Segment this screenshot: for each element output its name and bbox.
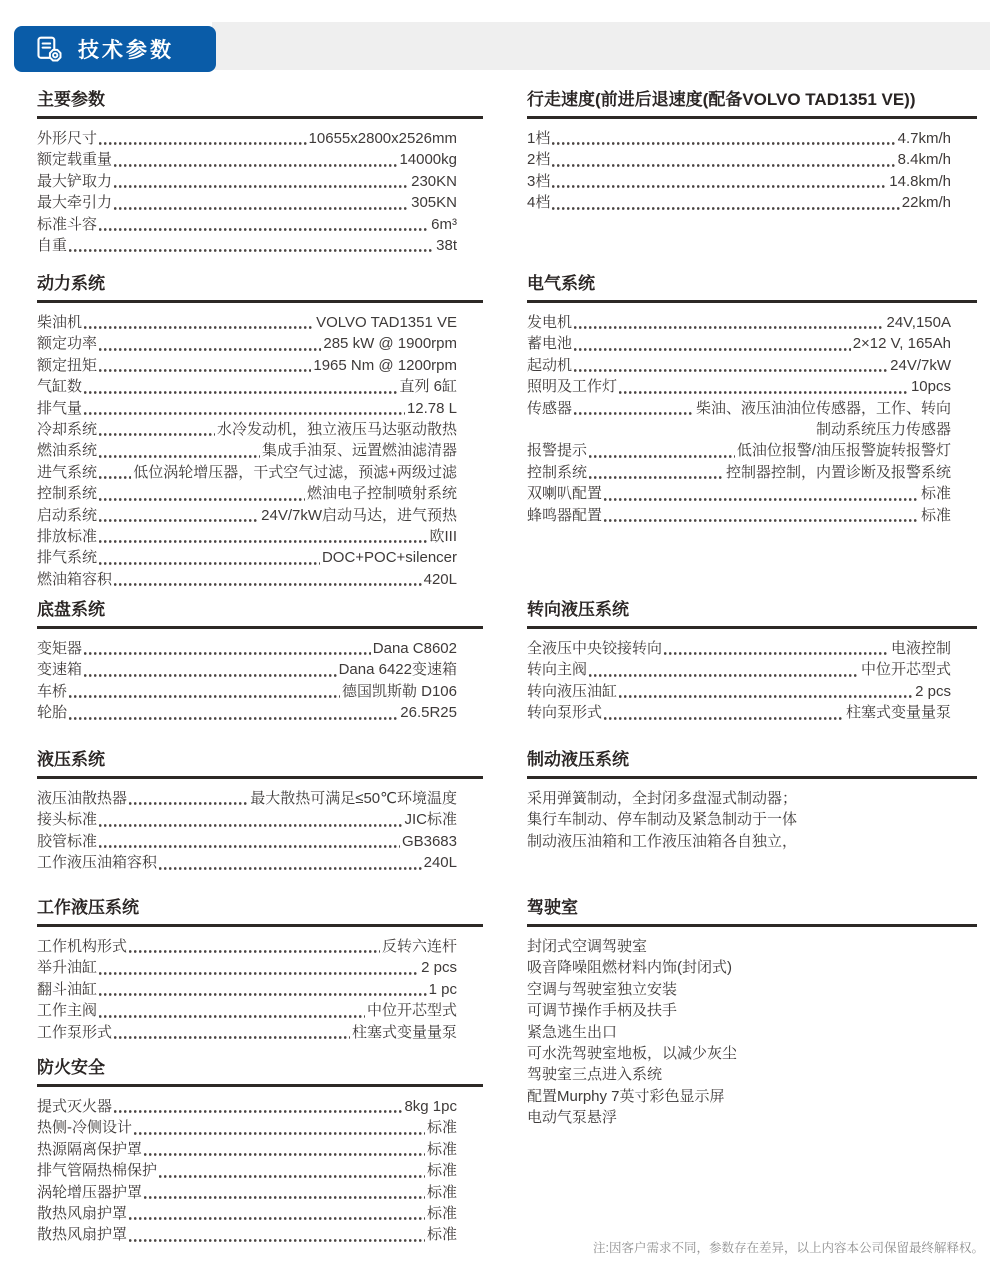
dot-leader [69, 717, 398, 720]
dot-leader [99, 540, 427, 543]
spec-value: 4.7km/h [897, 130, 951, 147]
spec-value: 14000kg [399, 151, 457, 169]
spec-value: GB3683 [401, 832, 457, 850]
spec-value: 控制器控制，内置诊断及报警系统 [725, 463, 951, 481]
spec-row [37, 681, 457, 702]
section-body [527, 629, 977, 724]
dot-leader [84, 391, 397, 394]
spec-value: DOC+POC+silencer [321, 549, 457, 567]
spec-value: 中位开芯型式 [860, 661, 951, 679]
spec-row [37, 638, 457, 659]
dot-leader [84, 412, 405, 415]
spec-row [37, 312, 457, 333]
spec-value: 低位涡轮增压器，干式空气过滤，预滤+两级过滤 [133, 463, 457, 481]
dot-leader [99, 845, 400, 848]
spec-text-line: 配置Murphy 7英寸彩色显示屏 [527, 1087, 725, 1105]
spec-value: 电液控制 [890, 640, 951, 657]
spec-value: 德国凯斯勒 D106 [341, 682, 457, 700]
spec-section [527, 896, 977, 1129]
spec-label: 转向泵形式 [527, 704, 603, 722]
spec-label: 气缸数 [37, 378, 83, 396]
spec-label: 工作泵形式 [37, 1023, 113, 1041]
spec-label: 控制系统 [527, 463, 588, 481]
section-title: 转向液压系统 [527, 600, 629, 619]
spec-label: 蜂鸣器配置 [527, 506, 603, 524]
spec-row [527, 462, 951, 483]
dot-leader [574, 412, 694, 415]
spec-section [527, 88, 977, 214]
spec-label: 举升油缸 [37, 959, 98, 977]
spec-value: 标准 [920, 485, 951, 503]
spec-label: 变速箱 [37, 661, 83, 679]
spec-row [37, 235, 457, 256]
spec-row [37, 852, 457, 873]
spec-value: 38t [436, 237, 457, 255]
dot-leader [129, 1217, 425, 1220]
spec-label: 散热风扇护罩 [37, 1205, 128, 1223]
dot-leader [604, 717, 844, 720]
section-title: 电气系统 [527, 274, 595, 293]
spec-text-line: 可水洗驾驶室地板，以减少灰尘 [527, 1045, 738, 1063]
spec-text-line: 紧急逃生出口 [527, 1023, 618, 1041]
spec-text-line: 封闭式空调驾驶室 [527, 938, 648, 955]
spec-row [37, 1000, 457, 1021]
dot-leader [99, 1015, 365, 1018]
spec-row [37, 957, 457, 978]
spec-value: 标准 [920, 506, 951, 524]
spec-label: 自重 [37, 237, 68, 255]
dot-leader [84, 674, 337, 677]
section-title: 动力系统 [37, 274, 105, 293]
spec-text-line: 空调与驾驶室独立安装 [527, 980, 678, 998]
spec-row [37, 419, 457, 440]
spec-row [527, 128, 951, 149]
spec-section [37, 272, 483, 590]
spec-label: 3档 [527, 172, 551, 190]
spec-value: 2 pcs [421, 959, 457, 977]
spec-row [37, 809, 457, 830]
spec-label: 4档 [527, 194, 551, 212]
spec-label: 胶管标准 [37, 832, 98, 850]
spec-value: 标准 [426, 1162, 457, 1180]
spec-row [37, 333, 457, 354]
spec-value: 230KN [411, 172, 457, 190]
spec-label: 标准斗容 [37, 215, 98, 233]
spec-row [527, 440, 951, 461]
spec-row [527, 312, 951, 333]
spec-label: 散热风扇护罩 [37, 1226, 128, 1244]
spec-row [37, 659, 457, 680]
dot-leader [144, 1196, 425, 1199]
spec-row [527, 702, 951, 723]
spec-label: 工作主阀 [37, 1002, 98, 1020]
dot-leader [99, 476, 131, 479]
dot-leader [99, 455, 260, 458]
spec-label: 1档 [527, 130, 551, 147]
dot-leader [129, 950, 380, 953]
dot-leader [552, 142, 895, 145]
spec-text-line: 采用弹簧制动，全封闭多盘湿式制动器； [527, 790, 798, 807]
spec-label: 热源隔离保护罩 [37, 1140, 143, 1158]
spec-row [37, 1182, 457, 1203]
spec-label: 额定功率 [37, 335, 98, 353]
spec-row [37, 788, 457, 809]
spec-label: 报警提示 [527, 442, 588, 460]
spec-row [37, 1139, 457, 1160]
spec-label: 排气管隔热棉保护 [37, 1162, 158, 1180]
spec-row [37, 1022, 457, 1043]
spec-text-line: 吸音降噪阻燃材料内饰(封闭式) [527, 959, 732, 977]
spec-row [527, 638, 951, 659]
spec-label: 工作机构形式 [37, 938, 128, 955]
dot-leader [619, 391, 909, 394]
dot-leader [129, 1239, 425, 1242]
spec-label: 转向主阀 [527, 661, 588, 679]
spec-label: 额定扭矩 [37, 356, 98, 374]
spec-row [527, 192, 951, 213]
spec-row [37, 569, 457, 590]
section-body [37, 303, 483, 590]
spec-row [37, 171, 457, 192]
spec-value: 反转六连杆 [381, 938, 457, 955]
spec-label: 2档 [527, 151, 551, 169]
dot-leader [144, 1153, 425, 1156]
spec-section [527, 598, 977, 724]
dot-leader [114, 185, 409, 188]
dot-leader [114, 164, 397, 167]
spec-label: 轮胎 [37, 704, 68, 722]
dot-leader [99, 972, 419, 975]
spec-label: 蓄电池 [527, 335, 573, 353]
dot-leader [99, 519, 259, 522]
spec-value: 燃油电子控制喷射系统 [306, 485, 457, 503]
spec-value: 中位开芯型式 [366, 1002, 457, 1020]
footer-disclaimer: 注:因客户需求不同，参数存在差异，以上内容本公司保留最终解释权。 [593, 1241, 984, 1255]
section-body [527, 779, 977, 852]
spec-label: 启动系统 [37, 506, 98, 524]
spec-value: 低油位报警/油压报警旋转报警灯 [736, 442, 951, 460]
spec-value: 24V/7kW启动马达，进气预热 [261, 506, 457, 524]
dot-leader [99, 562, 320, 565]
spec-row [37, 440, 457, 461]
dot-leader [619, 695, 913, 698]
section-body [527, 303, 977, 526]
dot-leader [99, 824, 402, 827]
spec-label: 接头标准 [37, 811, 98, 829]
dot-leader [589, 674, 859, 677]
dot-leader [99, 228, 429, 231]
dot-leader [574, 348, 851, 351]
spec-value: 1 pc [428, 980, 457, 998]
spec-text-line: 制动液压油箱和工作液压油箱各自独立， [527, 832, 798, 850]
spec-value: 12.78 L [406, 399, 457, 417]
dot-leader [134, 1132, 425, 1135]
spec-label: 柴油机 [37, 314, 83, 331]
header-band [212, 22, 990, 70]
spec-label: 液压油散热器 [37, 790, 128, 807]
spec-row [527, 149, 951, 170]
dot-leader [589, 476, 724, 479]
spec-value: 420L [423, 570, 457, 588]
spec-row [37, 936, 457, 957]
spec-label: 变矩器 [37, 640, 83, 657]
spec-value: 集成手油泵、远置燃油滤清器 [261, 442, 457, 460]
spec-value: 26.5R25 [400, 704, 457, 722]
section-body [527, 927, 977, 1129]
spec-row [37, 1117, 457, 1138]
spec-label: 车桥 [37, 682, 68, 700]
dot-leader [159, 867, 422, 870]
section-title: 驾驶室 [527, 898, 578, 917]
section-body [527, 119, 977, 214]
spec-row [37, 526, 457, 547]
spec-value: 8kg 1pc [404, 1098, 457, 1115]
spec-sheet-gear-icon [36, 36, 63, 63]
spec-text-line: 驾驶室三点进入系统 [527, 1066, 663, 1084]
dot-leader [84, 326, 314, 329]
header-badge [14, 26, 216, 72]
dot-leader [99, 142, 307, 145]
spec-value: 305KN [411, 194, 457, 212]
spec-label: 提式灭火器 [37, 1098, 113, 1115]
dot-leader [664, 652, 889, 655]
spec-row [37, 702, 457, 723]
spec-row [37, 149, 457, 170]
section-title: 行走速度(前进后退速度(配备VOLVO TAD1351 VE)) [527, 90, 916, 109]
spec-label: 额定载重量 [37, 151, 113, 169]
spec-label: 热侧-冷侧设计 [37, 1119, 132, 1137]
spec-row [527, 659, 951, 680]
spec-text-line: 可调节操作手柄及扶手 [527, 1002, 678, 1020]
spec-section [37, 88, 483, 256]
spec-row [37, 214, 457, 235]
dot-leader [552, 185, 887, 188]
spec-value: 标准 [426, 1205, 457, 1223]
spec-row [37, 376, 457, 397]
spec-label: 冷却系统 [37, 421, 98, 439]
dot-leader [589, 455, 735, 458]
spec-label: 双喇叭配置 [527, 485, 603, 503]
dot-leader [69, 249, 434, 252]
spec-value: Dana 6422变速箱 [338, 661, 457, 679]
spec-value: 欧III [429, 528, 457, 546]
spec-label: 照明及工作灯 [527, 378, 618, 396]
spec-value: 直列 6缸 [399, 378, 457, 396]
spec-label: 最大牵引力 [37, 194, 113, 212]
spec-value: 8.4km/h [897, 151, 951, 169]
dot-leader [114, 1110, 402, 1113]
spec-section [37, 748, 483, 874]
spec-value: 22km/h [901, 194, 951, 212]
dot-leader [99, 498, 305, 501]
spec-value: 水冷发动机，独立液压马达驱动散热 [216, 421, 457, 439]
spec-value: 285 kW @ 1900rpm [323, 335, 457, 353]
section-body [37, 119, 483, 256]
spec-value: 标准 [426, 1119, 457, 1137]
spec-value: 1965 Nm @ 1200rpm [313, 356, 457, 374]
spec-row [37, 462, 457, 483]
spec-value: 24V,150A [886, 314, 951, 331]
spec-row [527, 171, 951, 192]
dot-leader [114, 207, 409, 210]
section-body [37, 779, 483, 874]
page-title: 技术参数 [78, 39, 174, 62]
spec-row [37, 483, 457, 504]
spec-label: 翻斗油缸 [37, 980, 98, 998]
spec-label: 涡轮增压器护罩 [37, 1183, 143, 1201]
spec-value: 240L [423, 854, 457, 872]
section-title: 工作液压系统 [37, 898, 139, 917]
spec-label: 燃油箱容积 [37, 570, 113, 588]
spec-row [527, 505, 951, 526]
spec-value: 14.8km/h [889, 172, 951, 190]
spec-label: 排放标准 [37, 528, 98, 546]
spec-label: 排气系统 [37, 549, 98, 567]
spec-row [527, 376, 951, 397]
spec-value: 标准 [426, 1226, 457, 1244]
spec-label: 转向液压油缸 [527, 682, 618, 700]
spec-row [37, 128, 457, 149]
dot-leader [129, 802, 248, 805]
dot-leader [69, 695, 340, 698]
spec-row [527, 355, 951, 376]
spec-label: 起动机 [527, 356, 573, 374]
spec-value: 10655x2800x2526mm [308, 130, 457, 147]
spec-row [37, 1224, 457, 1245]
dot-leader [114, 1036, 350, 1039]
spec-row [37, 1160, 457, 1181]
dot-leader [99, 433, 215, 436]
dot-leader [84, 652, 371, 655]
dot-leader [552, 207, 899, 210]
spec-text-line: 集行车制动、停车制动及紧急制动于一体 [527, 811, 798, 829]
spec-label: 传感器 [527, 399, 573, 417]
spec-section [37, 896, 483, 1043]
spec-value: 标准 [426, 1140, 457, 1158]
section-title: 底盘系统 [37, 600, 105, 619]
spec-label: 全液压中央铰接转向 [527, 640, 663, 657]
dot-leader [99, 348, 321, 351]
spec-value: 6m³ [431, 215, 457, 233]
spec-row [527, 483, 951, 504]
spec-row [37, 355, 457, 376]
spec-section [527, 272, 977, 526]
dot-leader [99, 369, 311, 372]
spec-label: 控制系统 [37, 485, 98, 503]
dot-leader [574, 369, 888, 372]
spec-label: 外形尺寸 [37, 130, 98, 147]
dot-leader [574, 326, 884, 329]
spec-value: 柴油、液压油油位传感器，工作、转向 [695, 399, 951, 417]
spec-value: 2×12 V, 165Ah [852, 335, 951, 353]
spec-value: 10pcs [910, 378, 951, 396]
spec-value: VOLVO TAD1351 VE [316, 314, 457, 331]
spec-label: 排气量 [37, 399, 83, 417]
spec-row [37, 505, 457, 526]
spec-value: 柱塞式变量量泵 [351, 1023, 457, 1041]
spec-label: 发电机 [527, 314, 573, 331]
section-title: 液压系统 [37, 750, 105, 769]
section-title: 防火安全 [37, 1058, 105, 1077]
spec-section [37, 598, 483, 724]
spec-row [37, 1203, 457, 1224]
dot-leader [99, 993, 427, 996]
spec-row [37, 831, 457, 852]
spec-label: 进气系统 [37, 463, 98, 481]
spec-label: 工作液压油箱容积 [37, 854, 158, 872]
dot-leader [159, 1175, 425, 1178]
dot-leader [114, 583, 422, 586]
spec-value: 2 pcs [915, 682, 951, 700]
spec-value: 24V/7kW [890, 356, 951, 374]
spec-label: 最大铲取力 [37, 172, 113, 190]
spec-section [527, 748, 977, 852]
section-body [37, 629, 483, 724]
dot-leader [604, 519, 919, 522]
spec-row [37, 192, 457, 213]
spec-row [527, 681, 951, 702]
spec-value: JIC标准 [404, 811, 457, 829]
spec-text-line: 电动气泵悬浮 [527, 1109, 618, 1127]
section-title: 制动液压系统 [527, 750, 629, 769]
spec-value-continued: 制动系统压力传感器 [815, 421, 951, 439]
spec-row [37, 1096, 457, 1117]
spec-section [37, 1056, 483, 1246]
spec-row [527, 333, 951, 354]
spec-row [37, 547, 457, 568]
section-title: 主要参数 [37, 90, 105, 109]
dot-leader [552, 164, 895, 167]
spec-value: 柱塞式变量量泵 [845, 704, 951, 722]
section-body [37, 927, 483, 1043]
spec-row [527, 398, 951, 419]
spec-row [37, 398, 457, 419]
spec-value: 标准 [426, 1183, 457, 1201]
spec-value: Dana C8602 [372, 640, 457, 657]
spec-row [37, 979, 457, 1000]
spec-value: 最大散热可满足≤50℃环境温度 [250, 790, 457, 807]
spec-label: 燃油系统 [37, 442, 98, 460]
dot-leader [604, 498, 919, 501]
section-body [37, 1087, 483, 1246]
